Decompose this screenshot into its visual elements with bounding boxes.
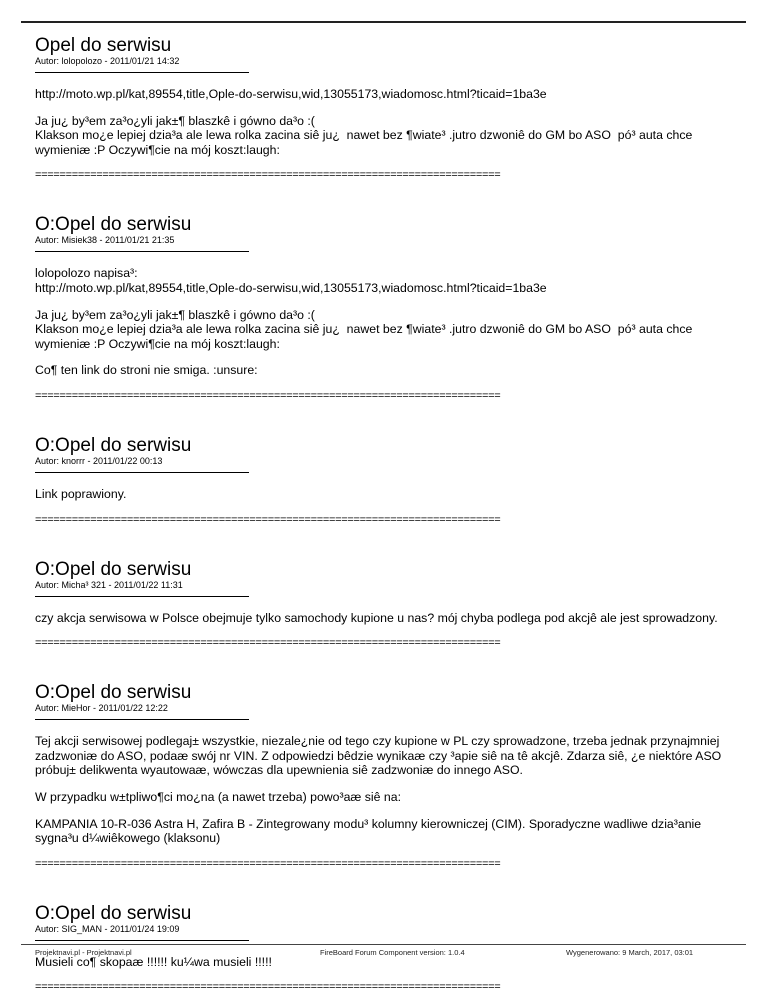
post-meta: Autor: lolopolozo - 2011/01/21 14:32: [35, 56, 180, 66]
post-paragraph: Tej akcji serwisowej podlegaj± wszystkie, niezale¿nie od tego czy kupione w PL czy sprowadzone, trzeba jednak przynajmniej zadzwoniæ do ASO, podaæ swój nr VIN. Z odpowiedzi bêdzie wynikaæ czy ³apie siê na tê akcjê. Zdarza siê, ¿e niektóre ASO próbuj± delikwenta wyautowaæ, wówczas dla upewnienia siê zadzwoniæ do innego ASO.: [35, 734, 725, 778]
post-paragraph: Link poprawiony.: [35, 486, 127, 501]
post-paragraph: KAMPANIA 10-R-036 Astra H, Zafira B - Zintegrowany modu³ kolumny kierowniczej (CIM). Sporadyczne wadliwe dzia³anie sygna³u d¼wiêkowego (klaksonu): [35, 816, 705, 846]
post-meta: Autor: MieHor - 2011/01/22 12:22: [35, 703, 168, 714]
meta-rule: [35, 596, 249, 597]
post-separator: ============================================================================: [35, 637, 501, 650]
footer-rule: [21, 944, 746, 945]
post-body: [35, 266, 735, 378]
post-separator: ============================================================================: [35, 857, 501, 870]
post-title: Opel do serwisu: [35, 35, 172, 56]
post-body: [35, 487, 735, 502]
post: [35, 560, 735, 650]
post-paragraph: Ja ju¿ by³em za³o¿yli jak±¶ blaszkê i gówno da³o :( Klakson mo¿e lepiej dzia³a ale lewa rolka zacina siê ju¿ nawet bez ¶wiate³ .jutro dzwoniê do GM bo ASO pó³ auta chce wymieniæ :P Oczywi¶cie na mój koszt:laugh:: [35, 113, 693, 157]
post: [35, 683, 735, 870]
meta-rule: [35, 940, 249, 941]
post-paragraph: Musieli co¶ skopaæ !!!!!! ku¼wa musieli !!!!!: [35, 954, 272, 969]
posts-container: [35, 36, 735, 993]
meta-rule: [35, 251, 249, 252]
post-separator: ============================================================================: [35, 169, 501, 182]
post-separator: ============================================================================: [35, 513, 501, 526]
post-body: [35, 734, 735, 846]
footer-component-version: FireBoard Forum Component version: 1.0.4: [320, 948, 465, 957]
post-quote: lolopolozo napisa³: http://moto.wp.pl/kat,89554,title,Ople-do-serwisu,wid,13055173,wiadomosc.html?ticaid=1ba3e: [35, 266, 547, 295]
meta-rule: [35, 472, 249, 473]
post-meta: Autor: SIG_MAN - 2011/01/24 19:09: [35, 923, 180, 934]
post: [35, 436, 735, 526]
post-link[interactable]: http://moto.wp.pl/kat,89554,title,Ople-do-serwisu,wid,13055173,wiadomosc.html?ticaid=1ba3e: [35, 87, 547, 101]
post-paragraph: czy akcja serwisowa w Polsce obejmuje tylko samochody kupione u nas? mój chyba podlega pod akcjê ale jest sprowadzony.: [35, 610, 718, 625]
post-title: O:Opel do serwisu: [35, 558, 192, 580]
footer-site: Projektnavi.pl - Projektnavi.pl: [35, 948, 132, 957]
post-separator: ============================================================================: [35, 981, 501, 994]
post-title: O:Opel do serwisu: [35, 434, 192, 456]
meta-rule: [35, 719, 249, 720]
post-meta: Autor: Micha³ 321 - 2011/01/22 11:31: [35, 579, 183, 590]
post-title: O:Opel do serwisu: [35, 902, 192, 924]
post-meta: Autor: knorrr - 2011/01/22 00:13: [35, 455, 163, 466]
top-rule: [21, 21, 746, 23]
post-paragraph: Co¶ ten link do stroni nie smiga. :unsure:: [35, 363, 258, 378]
post-title: O:Opel do serwisu: [35, 682, 192, 704]
meta-rule: [35, 72, 249, 73]
footer-generated-date: Wygenerowano: 9 March, 2017, 03:01: [566, 948, 694, 957]
post-separator: ============================================================================: [35, 389, 501, 402]
post-paragraph: Ja ju¿ by³em za³o¿yli jak±¶ blaszkê i gówno da³o :( Klakson mo¿e lepiej dzia³a ale lewa rolka zacina siê ju¿ nawet bez ¶wiate³ .jutro dzwoniê do GM bo ASO pó³ auta chce wymieniæ :P Oczywi¶cie na mój koszt:laugh:: [35, 307, 693, 351]
post: [35, 36, 735, 181]
post-paragraph: W przypadku w±tpliwo¶ci mo¿na (a nawet trzeba) powo³aæ siê na:: [35, 789, 402, 804]
post-body: [35, 611, 735, 626]
post-title: O:Opel do serwisu: [35, 214, 192, 236]
post-body: [35, 87, 735, 157]
post: [35, 215, 735, 402]
post-meta: Autor: Misiek38 - 2011/01/21 21:35: [35, 235, 175, 246]
